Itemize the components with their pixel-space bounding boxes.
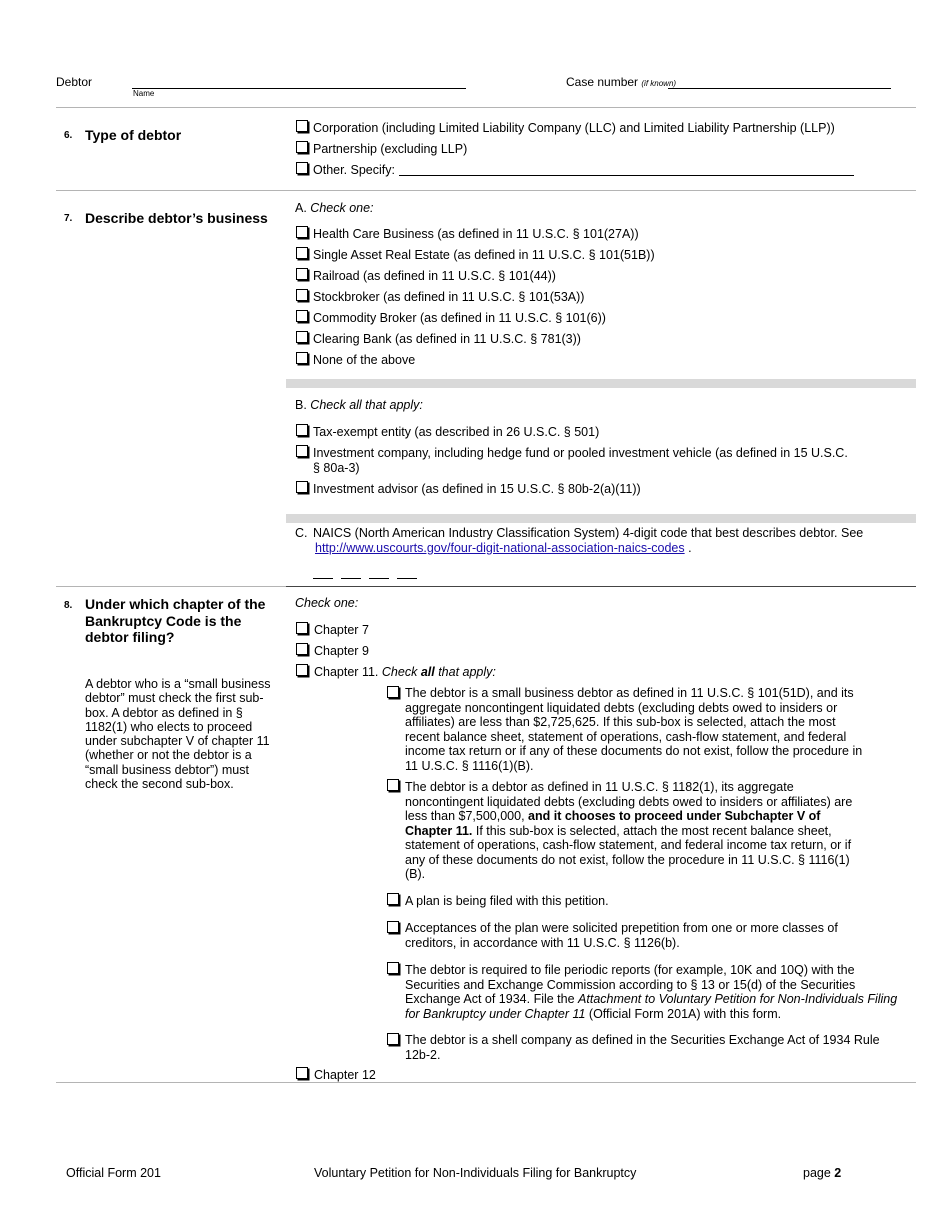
section-8-number: 8. (64, 600, 73, 611)
checkbox-small-business[interactable] (387, 686, 399, 698)
option-chapter-9: Chapter 9 (314, 644, 369, 658)
footer-form-name: Official Form 201 (66, 1166, 161, 1180)
option-single-asset: Single Asset Real Estate (as defined in 11 U.S.C. § 101(51B)) (313, 248, 655, 262)
section-7-title: Describe debtor’s business (85, 210, 268, 226)
divider (56, 586, 286, 587)
option-stockbroker: Stockbroker (as defined in 11 U.S.C. § 101(53A)) (313, 290, 585, 304)
checkbox-clearing-bank[interactable] (296, 331, 308, 343)
part-c-prefix: C. (295, 526, 308, 540)
naics-description: NAICS (North American Industry Classification System) 4-digit code that best describes debtor. See (313, 526, 864, 540)
divider (56, 107, 916, 108)
debtor-label: Debtor (56, 75, 93, 89)
checkbox-single-asset[interactable] (296, 247, 308, 259)
naics-link[interactable]: http://www.uscourts.gov/four-digit-national-association-naics-codes (315, 541, 685, 555)
checkbox-stockbroker[interactable] (296, 289, 308, 301)
section-7-number: 7. (64, 213, 73, 224)
option-commodity-broker: Commodity Broker (as defined in 11 U.S.C. § 101(6)) (313, 311, 606, 325)
name-caption: Name (133, 89, 155, 98)
checkbox-other[interactable] (296, 162, 308, 174)
option-none: None of the above (313, 353, 416, 367)
checkbox-chapter-7[interactable] (296, 622, 308, 634)
footer-form-title: Voluntary Petition for Non-Individuals Filing for Bankruptcy (314, 1166, 637, 1180)
divider (286, 586, 916, 587)
option-clearing-bank: Clearing Bank (as defined in 11 U.S.C. § 781(3)) (313, 332, 581, 346)
checkbox-subchapter-v[interactable] (387, 779, 399, 791)
option-chapter-7: Chapter 7 (314, 623, 369, 637)
option-chapter-11: Chapter 11. Check all that apply: (314, 665, 496, 679)
section-6-title: Type of debtor (85, 127, 182, 143)
checkbox-none[interactable] (296, 352, 308, 364)
checkbox-corporation[interactable] (296, 120, 308, 132)
checkbox-chapter-9[interactable] (296, 643, 308, 655)
section-8-title: Under which chapter of the Bankruptcy Code is the debtor filing? (85, 596, 266, 645)
checkbox-tax-exempt[interactable] (296, 424, 308, 436)
checkbox-health-care[interactable] (296, 226, 308, 238)
checkbox-investment-advisor[interactable] (296, 481, 308, 493)
divider (56, 190, 916, 191)
part-b-instruction: B. Check all that apply: (295, 398, 423, 412)
option-other: Other. Specify: (313, 163, 395, 177)
naics-digit-3[interactable] (369, 578, 389, 579)
section-8-instruction: Check one: (295, 596, 359, 610)
section-6-number: 6. (64, 130, 73, 141)
naics-digit-2[interactable] (341, 578, 361, 579)
option-subchapter-v: The debtor is a debtor as defined in 11 U.S.C. § 1182(1), its aggregate noncontingent liquidated debts (excluding debts owed to insiders or affiliates) are less than $7,500,000, and it chooses to proceed under Subchapter V of Chapter 11. If this sub-box is selected, attach the most recent balance sheet, statement of operations, cash-flow statement, and federal income tax return, or if any of these documents do not exist, follow the procedure in 11 U.S.C. § 1116(1)(B). (405, 780, 853, 881)
checkbox-shell-company[interactable] (387, 1033, 399, 1045)
checkbox-plan-filed[interactable] (387, 893, 399, 905)
checkbox-chapter-11[interactable] (296, 664, 308, 676)
checkbox-partnership[interactable] (296, 141, 308, 153)
option-corporation: Corporation (including Limited Liability Company (LLC) and Limited Liability Partnership (LLP)) (313, 121, 835, 135)
part-a-instruction: A. Check one: (295, 201, 374, 215)
checkbox-commodity-broker[interactable] (296, 310, 308, 322)
section-band (286, 514, 916, 523)
option-chapter-12: Chapter 12 (314, 1068, 376, 1082)
checkbox-railroad[interactable] (296, 268, 308, 280)
case-number-field[interactable] (668, 88, 891, 89)
option-health-care: Health Care Business (as defined in 11 U.S.C. § 101(27A)) (313, 227, 639, 241)
option-small-business: The debtor is a small business debtor as defined in 11 U.S.C. § 101(51D), and its aggregate noncontingent liquidated debts (excluding debts owed to insiders or affiliates) are less than $2,725,625. If this sub-box is selected, attach the most recent balance sheet, statement of operations, cash-flow statement, and federal income tax return or if any of these documents do not exist, follow the procedure in 11 U.S.C. § 1116(1)(B). (405, 686, 863, 773)
divider (56, 1082, 916, 1083)
option-partnership: Partnership (excluding LLP) (313, 142, 468, 156)
option-acceptances: Acceptances of the plan were solicited prepetition from one or more classes of creditors, in accordance with 11 U.S.C. § 1126(b). (405, 921, 838, 950)
debtor-name-field[interactable] (132, 88, 466, 89)
option-railroad: Railroad (as defined in 11 U.S.C. § 101(44)) (313, 269, 556, 283)
option-plan-filed: A plan is being filed with this petition. (405, 894, 609, 908)
option-periodic-reports: The debtor is required to file periodic reports (for example, 10K and 10Q) with the Securities and Exchange Commission according to § 13 or 15(d) of the Securities Exchange Act of 1934. File the Attachment to Voluntary Petition for Non-Individuals Filing for Bankruptcy under Chapter 11 (Official Form 201A) with this form. (405, 963, 898, 1021)
option-investment-company: Investment company, including hedge fund or pooled investment vehicle (as defined in 15 U.S.C. § 80a-3) (313, 446, 848, 475)
checkbox-investment-company[interactable] (296, 445, 308, 457)
option-shell-company: The debtor is a shell company as defined in the Securities Exchange Act of 1934 Rule 12b-2. (405, 1033, 880, 1062)
case-number-label: Case number (if known) (566, 75, 677, 89)
naics-link-line: http://www.uscourts.gov/four-digit-national-association-naics-codes . (315, 541, 692, 555)
naics-digit-1[interactable] (313, 578, 333, 579)
option-tax-exempt: Tax-exempt entity (as described in 26 U.S.C. § 501) (313, 425, 600, 439)
checkbox-acceptances[interactable] (387, 921, 399, 933)
option-investment-advisor: Investment advisor (as defined in 15 U.S.C. § 80b-2(a)(11)) (313, 482, 641, 496)
footer-page: page 2 (803, 1166, 842, 1180)
section-8-note: A debtor who is a “small business debtor” must check the first sub-box. A debtor as defined in § 1182(1) who elects to proceed under subchapter V of chapter 11 (whether or not the debtor is a “small business debtor”) must check the second sub-box. (85, 677, 271, 792)
checkbox-chapter-12[interactable] (296, 1067, 308, 1079)
naics-digit-4[interactable] (397, 578, 417, 579)
section-band (286, 379, 916, 388)
other-specify-field[interactable] (399, 175, 854, 176)
checkbox-periodic-reports[interactable] (387, 962, 399, 974)
